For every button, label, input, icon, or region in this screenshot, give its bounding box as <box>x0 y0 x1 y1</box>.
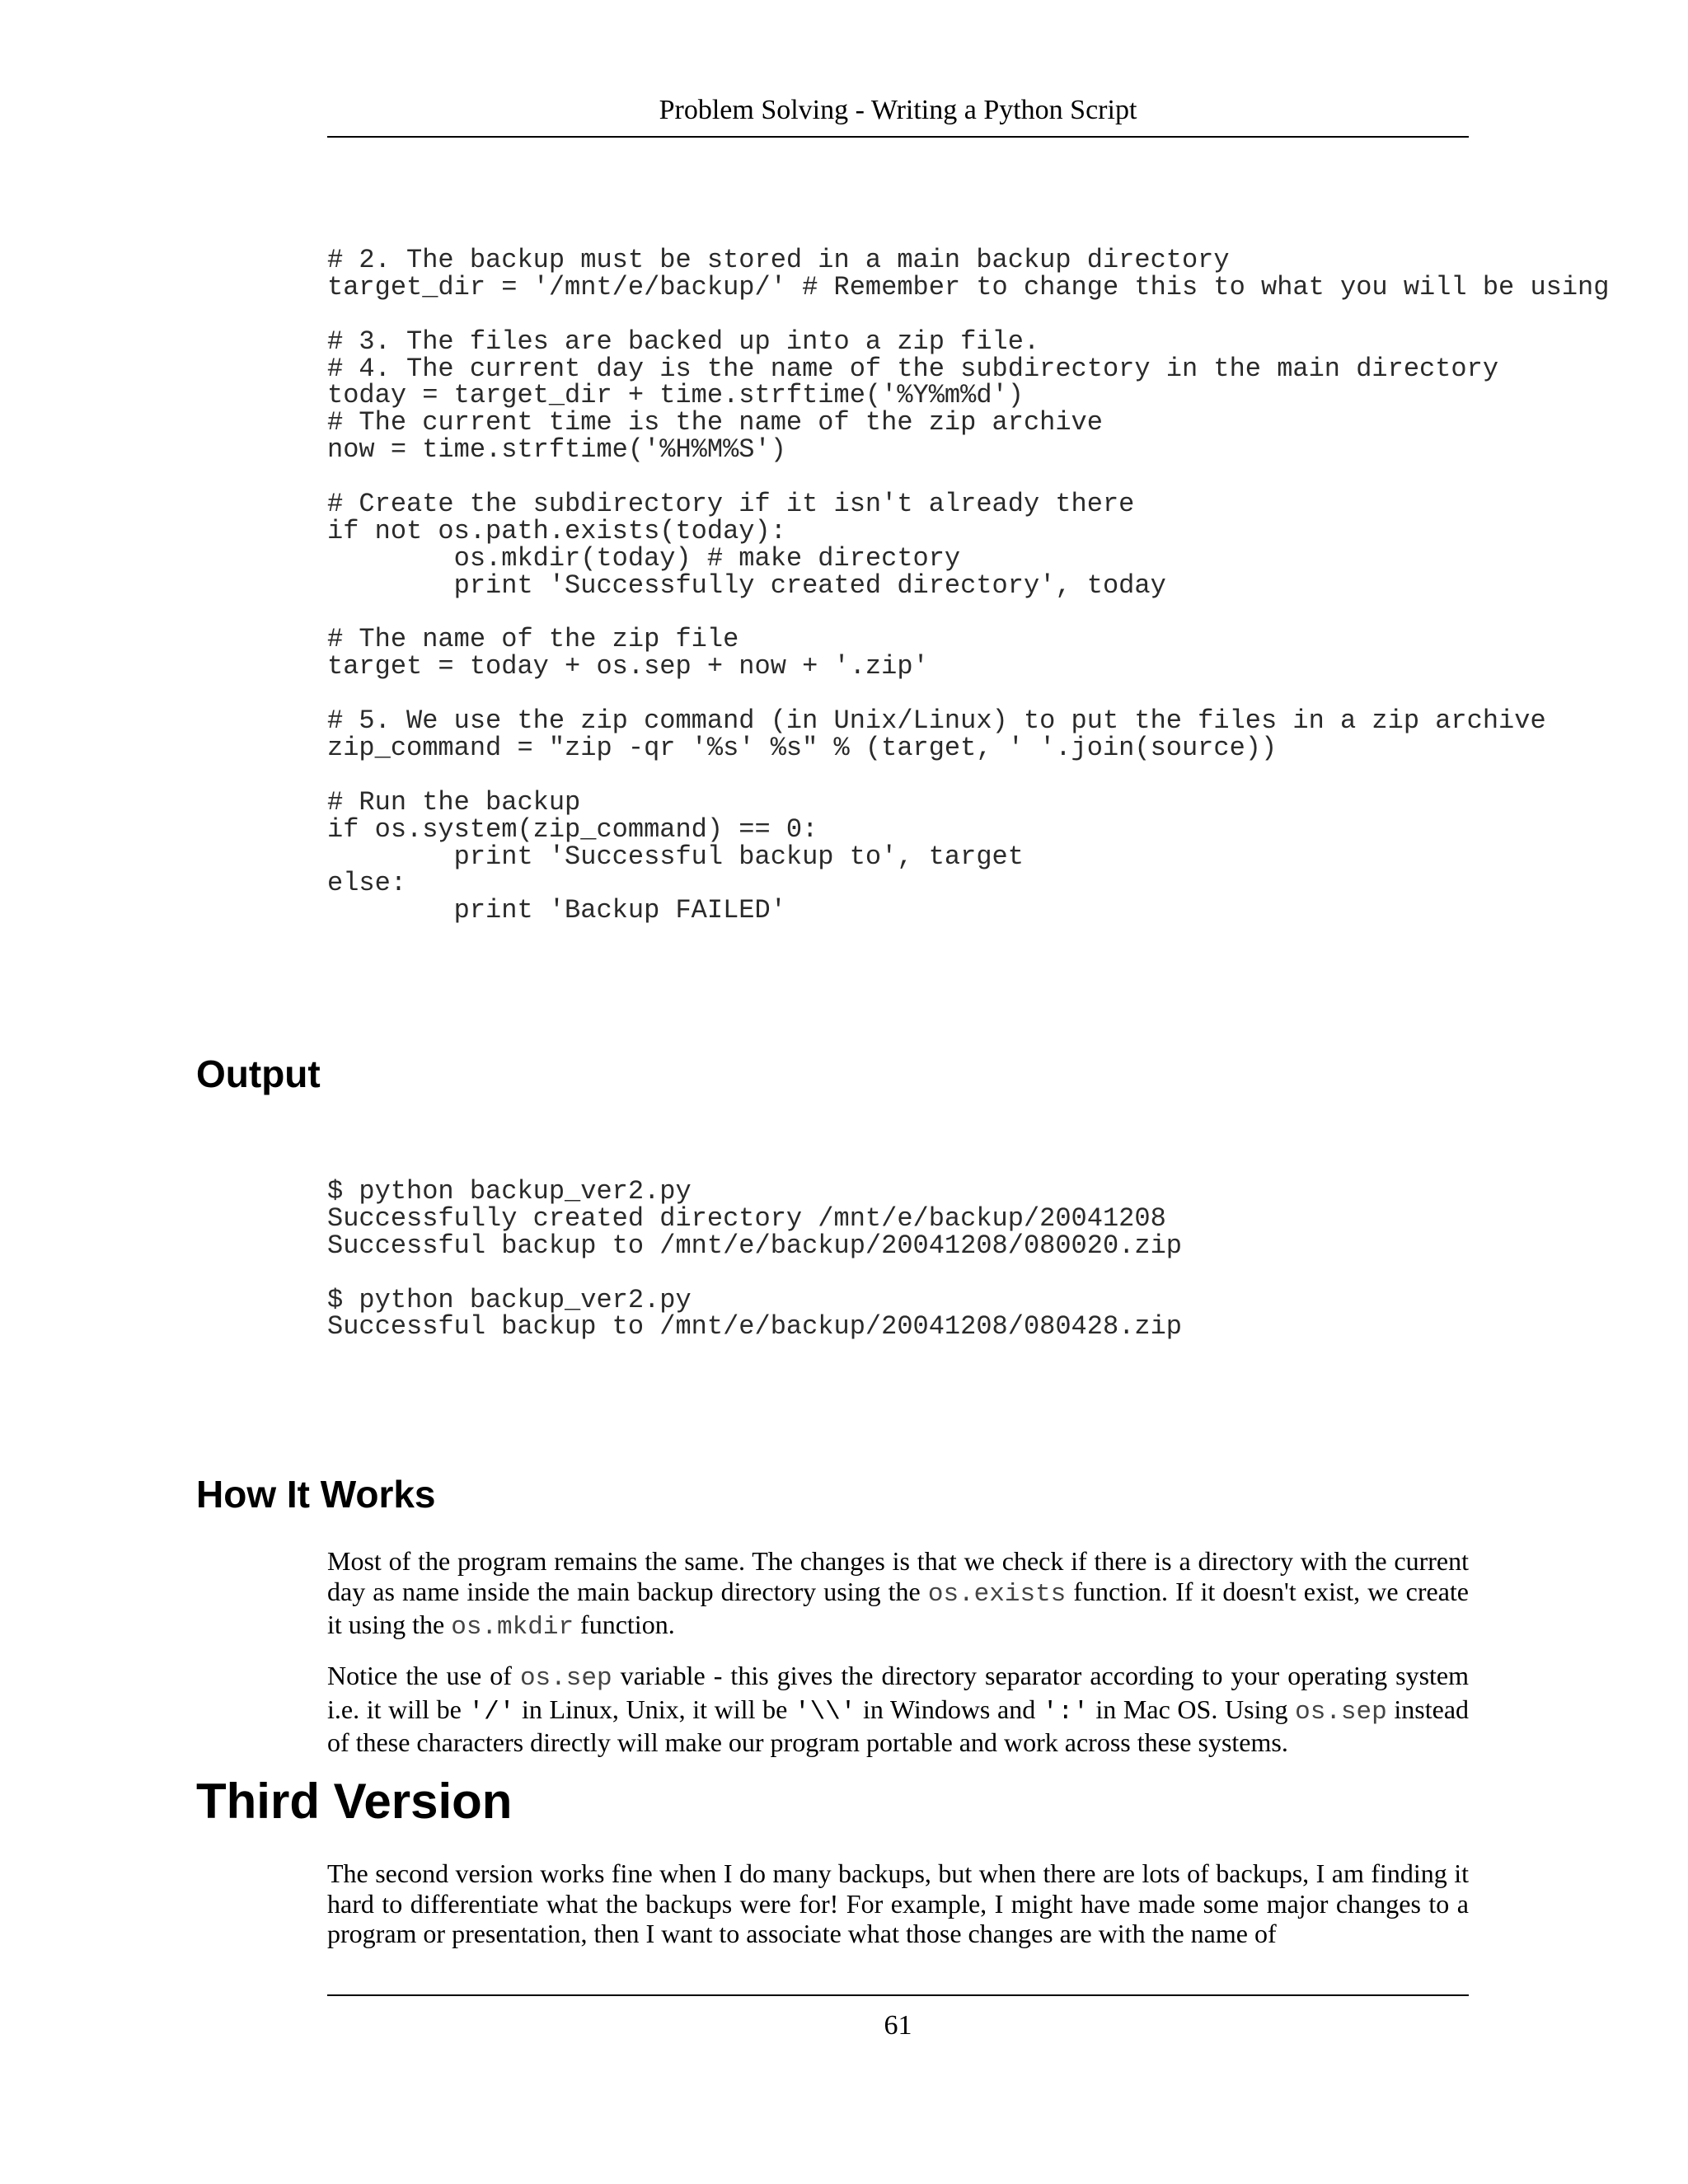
code-line: now = time.strftime('%H%M%S') <box>327 434 786 466</box>
paragraph-text: in Mac OS. Using <box>1088 1694 1296 1724</box>
paragraph <box>327 1661 1469 1758</box>
code-line: # 3. The files are backed up into a zip file. <box>327 326 1040 357</box>
code-line: os.mkdir(today) # make directory <box>327 542 961 574</box>
footer-rule <box>327 1994 1469 1996</box>
code-line <box>327 464 1609 491</box>
paragraph-text: Most of the program remains the same. The changes is that we check if there is a directory with the current day as name inside the main backup directory using the <box>327 1546 1469 1606</box>
code-line: print 'Backup FAILED' <box>327 895 786 926</box>
inline-code: '/' <box>468 1697 515 1727</box>
paragraph-text: variable - this gives the directory separator according to your operating system i.e. it will be <box>327 1661 1470 1724</box>
code-line: print 'Successful backup to', target <box>327 841 1024 872</box>
output-line: Successfully created directory /mnt/e/backup/20041208 <box>327 1202 1166 1234</box>
output-line <box>327 1260 1182 1287</box>
inline-code: '\\' <box>794 1697 856 1727</box>
code-line: print 'Successfully created directory', today <box>327 569 1166 601</box>
code-listing <box>327 247 1609 925</box>
paragraph-text: function. <box>574 1610 675 1639</box>
paragraph <box>327 1546 1469 1643</box>
section-title-how-it-works: How It Works <box>196 1473 436 1516</box>
running-header: Problem Solving - Writing a Python Script <box>659 95 1137 125</box>
code-line: target = today + os.sep + now + '.zip' <box>327 651 929 682</box>
paragraph-text: instead of these characters directly will make our program portable and work across these systems. <box>327 1694 1470 1757</box>
section-title-output: Output <box>196 1052 321 1095</box>
paragraph: The second version works fine when I do many backups, but when there are lots of backups, I am finding it hard to differentiate what the backups were for! For example, I might have made some major changes to a program or presentation, then I want to associate what those changes are with the name of <box>327 1858 1469 1948</box>
code-line: # 5. We use the zip command (in Unix/Linux) to put the files in a zip archive <box>327 705 1546 737</box>
code-line: # Create the subdirectory if it isn't already there <box>327 489 1135 520</box>
paragraph-text: in Windows and <box>856 1694 1043 1724</box>
paragraph-text: function. If it doesn't exist, we create it using the <box>327 1576 1470 1639</box>
code-line: zip_command = "zip -qr '%s' %s" % (target, ' '.join(source)) <box>327 733 1278 764</box>
code-line <box>327 302 1609 329</box>
inline-code: ':' <box>1042 1697 1089 1727</box>
code-line: if os.system(zip_command) == 0: <box>327 813 818 845</box>
inline-code: os.exists <box>927 1579 1067 1609</box>
code-line: # The current time is the name of the zip archive <box>327 407 1103 438</box>
output-line: $ python backup_ver2.py <box>327 1176 692 1207</box>
code-line <box>327 600 1609 627</box>
paragraph-text: Notice the use of <box>327 1661 520 1690</box>
code-line <box>327 762 1609 790</box>
code-line: # Run the backup <box>327 786 581 818</box>
inline-code: os.sep <box>519 1664 612 1693</box>
output-line: Successful backup to /mnt/e/backup/20041208/080020.zip <box>327 1230 1182 1261</box>
paragraph-text: in Linux, Unix, it will be <box>514 1694 795 1724</box>
output-listing <box>327 1176 1182 1343</box>
code-line: # The name of the zip file <box>327 624 739 655</box>
section-title-third-version: Third Version <box>196 1774 513 1829</box>
code-line: # 4. The current day is the name of the subdirectory in the main directory <box>327 353 1499 384</box>
inline-code: os.sep <box>1295 1697 1387 1727</box>
code-line: today = target_dir + time.strftime('%Y%m%d') <box>327 380 1024 411</box>
header-rule <box>327 136 1469 138</box>
code-line <box>327 681 1609 708</box>
inline-code: os.mkdir <box>451 1613 574 1642</box>
output-line: Successful backup to /mnt/e/backup/20041208/080428.zip <box>327 1311 1182 1343</box>
page-number: 61 <box>884 2010 912 2041</box>
output-line: $ python backup_ver2.py <box>327 1284 692 1315</box>
code-line: # 2. The backup must be stored in a main backup directory <box>327 245 1230 275</box>
code-line: if not os.path.exists(today): <box>327 515 786 546</box>
code-line: else: <box>327 868 407 899</box>
code-line: target_dir = '/mnt/e/backup/' # Remember to change this to what you will be using <box>327 271 1610 302</box>
